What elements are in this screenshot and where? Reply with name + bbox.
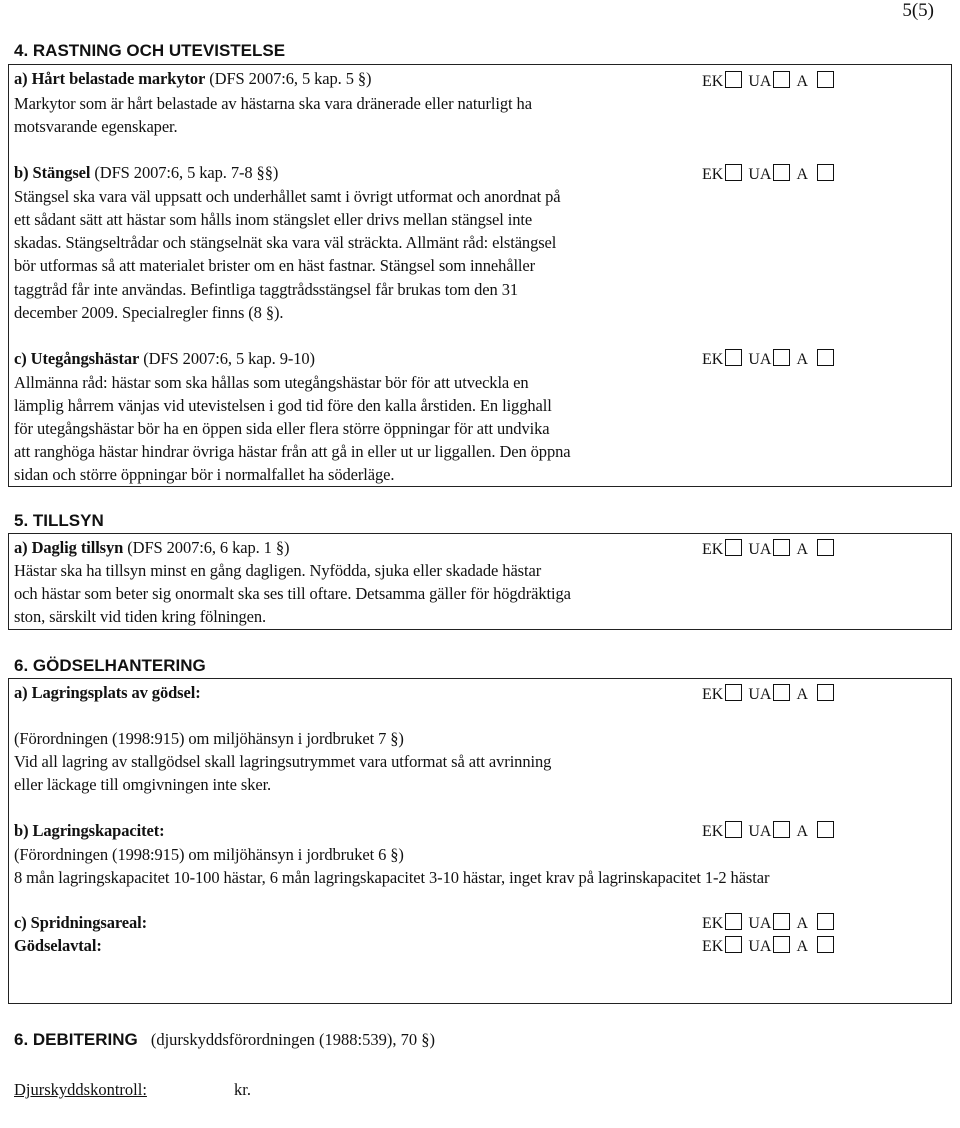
s5a-title-line: [14, 538, 289, 558]
debitering-line: [14, 1030, 435, 1050]
s4b-marks: EK UA A: [702, 164, 840, 184]
s4b-a-checkbox[interactable]: [817, 164, 834, 181]
s5a-marks: EK UA A: [702, 539, 840, 559]
s4a-line: Markytor som är hårt belastade av hästarna ska vara dränerade eller naturligt ha: [14, 94, 532, 113]
s6d-marks: EK UA A: [702, 936, 840, 956]
s6c-ua-checkbox[interactable]: [773, 913, 790, 930]
s6d-a-checkbox[interactable]: [817, 936, 834, 953]
page-number: 5(5): [902, 0, 934, 21]
control-label: Djurskyddskontroll:: [14, 1080, 147, 1099]
s6b-title: b) Lagringskapacitet:: [14, 821, 165, 840]
s4b-ek-checkbox[interactable]: [725, 164, 742, 181]
s4c-title: c) Utegångshästar: [14, 349, 140, 368]
s4c-title-line: [14, 349, 315, 369]
s5a-ref: (DFS 2007:6, 6 kap. 1 §): [123, 538, 290, 557]
s4b-ref: (DFS 2007:6, 5 kap. 7-8 §§): [90, 163, 279, 182]
section-4-heading: 4. RASTNING OCH UTEVISTELSE: [14, 41, 286, 60]
s4c-line: sidan och större öppningar bör i normalfallet ha söderläge.: [14, 465, 395, 484]
s4a-ek-checkbox[interactable]: [725, 71, 742, 88]
s4c-line: för utegångshästar bör ha en öppen sida eller flera större öppningar för att undvika: [14, 419, 550, 438]
s4c-line: lämplig hårrem vänjas vid utevistelsen i god tid före den kalla årstiden. En ligghall: [14, 396, 552, 415]
s6a-line: Vid all lagring av stallgödsel skall lagringsutrymmet vara utformat så att avrinning: [14, 752, 552, 771]
s5a-ua-checkbox[interactable]: [773, 539, 790, 556]
debitering-heading: 6. DEBITERING: [14, 1030, 138, 1049]
s5a-line: ston, särskilt vid tiden kring fölningen.: [14, 607, 267, 626]
s5a-title: a) Daglig tillsyn: [14, 538, 124, 557]
s5a-line: och hästar som beter sig onormalt ska ses till oftare. Detsamma gäller för högdräktiga: [14, 584, 571, 603]
s6b-ek-checkbox[interactable]: [725, 821, 742, 838]
s4b-title: b) Stängsel: [14, 163, 91, 182]
s4a-a-checkbox[interactable]: [817, 71, 834, 88]
s6d-ua-checkbox[interactable]: [773, 936, 790, 953]
s4b-line: ett sådant sätt att hästar som hålls inom stängslet eller drivs mellan stängsel inte: [14, 210, 533, 229]
s6b-title-line: [14, 821, 165, 841]
s4b-line: skadas. Stängseltrådar och stängselnät ska vara väl sträckta. Allmänt råd: elstängsel: [14, 233, 557, 252]
s6b-line: (Förordningen (1998:915) om miljöhänsyn i jordbruket 6 §): [14, 845, 404, 864]
s6d-title: Gödselavtal:: [14, 936, 102, 955]
s4b-title-line: [14, 163, 278, 183]
s4a-title: a) Hårt belastade markytor: [14, 69, 206, 88]
s4b-line: bör utformas så att materialet brister om en häst fastnar. Stängsel som innehåller: [14, 256, 536, 275]
s4c-line: att ranghöga hästar hindrar övriga hästar från att gå in eller ut ur liggallen. Den öppna: [14, 442, 571, 461]
s6a-line: (Förordningen (1998:915) om miljöhänsyn i jordbruket 7 §): [14, 729, 404, 748]
s6d-ek-checkbox[interactable]: [725, 936, 742, 953]
section-5-heading: 5. TILLSYN: [14, 511, 104, 530]
s6a-line: eller läckage till omgivningen inte sker.: [14, 775, 272, 794]
s6a-ua-checkbox[interactable]: [773, 684, 790, 701]
s6a-marks: EK UA A: [702, 684, 840, 704]
s6b-marks: EK UA A: [702, 821, 840, 841]
s6a-title: a) Lagringsplats av gödsel:: [14, 683, 201, 702]
s4c-a-checkbox[interactable]: [817, 349, 834, 366]
s6c-marks: EK UA A: [702, 913, 840, 933]
s4a-marks: EK UA A: [702, 71, 840, 91]
s6c-a-checkbox[interactable]: [817, 913, 834, 930]
s4c-marks: EK UA A: [702, 349, 840, 369]
s4a-ref: (DFS 2007:6, 5 kap. 5 §): [205, 69, 372, 88]
s6b-ua-checkbox[interactable]: [773, 821, 790, 838]
s6b-line: 8 mån lagringskapacitet 10-100 hästar, 6 mån lagringskapacitet 3-10 hästar, inget krav på lagrinskapacitet 1-2 hästar: [14, 868, 770, 887]
s4c-ek-checkbox[interactable]: [725, 349, 742, 366]
s6a-a-checkbox[interactable]: [817, 684, 834, 701]
section-6-heading: 6. GÖDSELHANTERING: [14, 656, 206, 675]
s5a-ek-checkbox[interactable]: [725, 539, 742, 556]
debitering-ref: (djurskyddsförordningen (1988:539), 70 §): [150, 1030, 435, 1049]
s4a-title-line: [14, 69, 371, 89]
s5a-line: Hästar ska ha tillsyn minst en gång dagligen. Nyfödda, sjuka eller skadade hästar: [14, 561, 542, 580]
s4c-ref: (DFS 2007:6, 5 kap. 9-10): [139, 349, 315, 368]
s6d-title-line: [14, 936, 102, 956]
s5a-a-checkbox[interactable]: [817, 539, 834, 556]
s4a-ua-checkbox[interactable]: [773, 71, 790, 88]
s6c-title-line: [14, 913, 147, 933]
s4b-line: december 2009. Specialregler finns (8 §).: [14, 303, 284, 322]
s6b-a-checkbox[interactable]: [817, 821, 834, 838]
s4c-ua-checkbox[interactable]: [773, 349, 790, 366]
s6a-title-line: [14, 683, 201, 703]
s4a-line: motsvarande egenskaper.: [14, 117, 178, 136]
s4b-ua-checkbox[interactable]: [773, 164, 790, 181]
currency-label: kr.: [234, 1080, 251, 1099]
s6c-title: c) Spridningsareal:: [14, 913, 148, 932]
s6a-ek-checkbox[interactable]: [725, 684, 742, 701]
s6c-ek-checkbox[interactable]: [725, 913, 742, 930]
s4b-line: taggtråd får inte användas. Befintliga taggtrådsstängsel får brukas tom den 31: [14, 280, 518, 299]
s4b-line: Stängsel ska vara väl uppsatt och underhållet samt i övrigt utformat och anordnat på: [14, 187, 561, 206]
s4c-line: Allmänna råd: hästar som ska hållas som utegångshästar bör för att utveckla en: [14, 373, 529, 392]
